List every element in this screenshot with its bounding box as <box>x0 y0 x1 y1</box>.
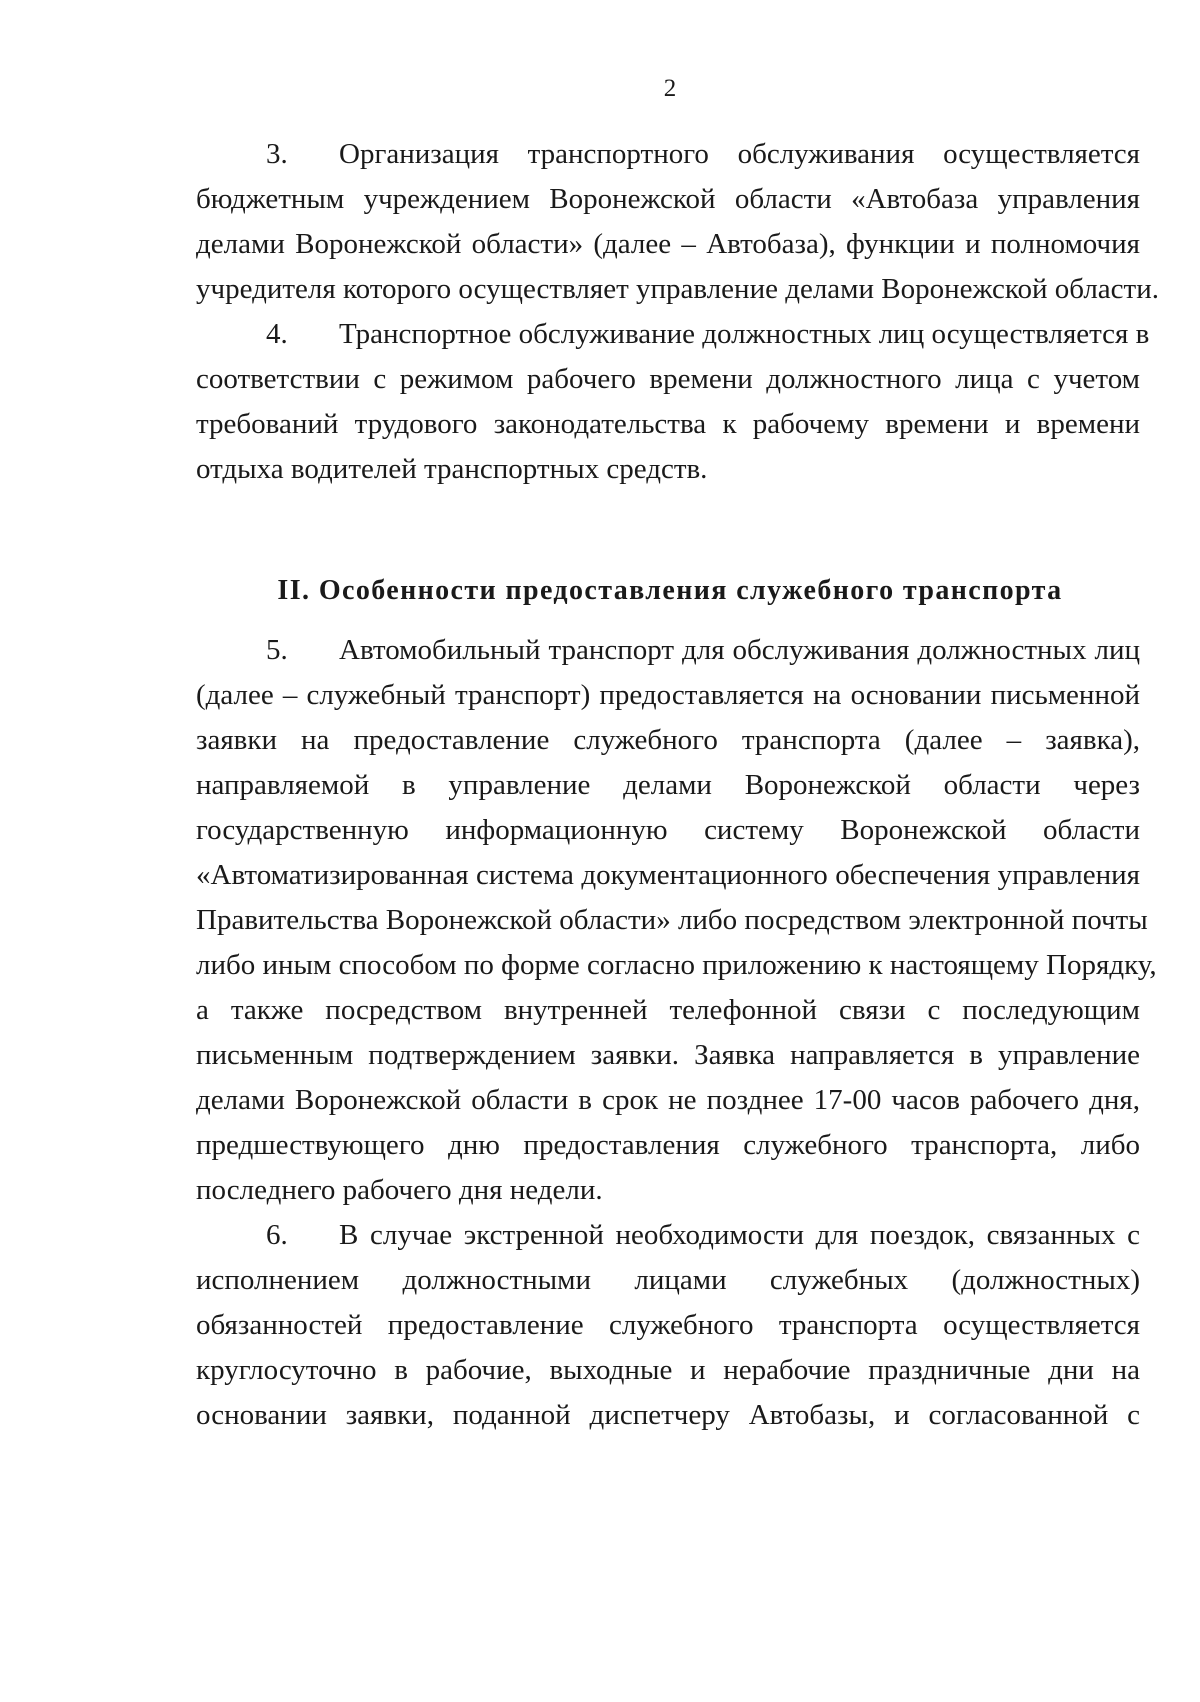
item5-line-7: Правительства Воронежской области» либо посредством электронной почты <box>196 904 1148 936</box>
item4-line-2: соответствии с режимом рабочего времени должностного лица с учетом <box>196 363 1140 395</box>
item5-line-11: делами Воронежской области в срок не позднее 17-00 часов рабочего дня, <box>196 1084 1140 1116</box>
item3-line-2: бюджетным учреждением Воронежской области «Автобаза управления <box>196 183 1140 215</box>
item6-line-1 <box>266 1217 1140 1253</box>
item5-line-8: либо иным способом по форме согласно приложению к настоящему Порядку, <box>196 949 1157 981</box>
item4-number: 4. <box>266 318 288 350</box>
page-number: 2 <box>663 75 677 102</box>
item6-text-1: В случае экстренной необходимости для поездок, связанных с <box>339 1219 1140 1251</box>
item6-line-4: круглосуточно в рабочие, выходные и нерабочие праздничные дни на <box>196 1354 1140 1386</box>
item5-line-6: «Автоматизированная система документационного обеспечения управления <box>196 859 1140 891</box>
section-heading: II. Особенности предоставления служебного транспорта <box>277 575 1063 606</box>
item5-line-3: заявки на предоставление служебного транспорта (далее – заявка), <box>196 724 1140 756</box>
item6-line-2: исполнением должностными лицами служебных (должностных) <box>196 1264 1140 1296</box>
item3-number: 3. <box>266 138 288 170</box>
item5-line-13: последнего рабочего дня недели. <box>196 1174 603 1206</box>
item5-line-9: а также посредством внутренней телефонной связи с последующим <box>196 994 1140 1026</box>
item5-line-2: (далее – служебный транспорт) предоставляется на основании письменной <box>196 679 1140 711</box>
item3-line-1 <box>266 136 1140 172</box>
item5-number: 5. <box>266 634 288 666</box>
item5-text-1: Автомобильный транспорт для обслуживания должностных лиц <box>339 634 1140 666</box>
item3-line-3: делами Воронежской области» (далее – Автобаза), функции и полномочия <box>196 228 1140 260</box>
item4-line-3: требований трудового законодательства к рабочему времени и времени <box>196 408 1140 440</box>
item6-line-3: обязанностей предоставление служебного транспорта осуществляется <box>196 1309 1140 1341</box>
item3-text-1: Организация транспортного обслуживания осуществляется <box>339 138 1140 170</box>
item4-text-1: Транспортное обслуживание должностных лиц осуществляется в <box>339 318 1150 350</box>
item5-line-5: государственную информационную систему Воронежской области <box>196 814 1140 846</box>
item4-line-4: отдыха водителей транспортных средств. <box>196 453 708 485</box>
item5-line-12: предшествующего дню предоставления служебного транспорта, либо <box>196 1129 1140 1161</box>
item5-line-10: письменным подтверждением заявки. Заявка направляется в управление <box>196 1039 1140 1071</box>
item6-number: 6. <box>266 1219 288 1251</box>
item5-line-1 <box>266 632 1140 668</box>
item6-line-5: основании заявки, поданной диспетчеру Автобазы, и согласованной с <box>196 1399 1140 1431</box>
item5-line-4: направляемой в управление делами Воронежской области через <box>196 769 1140 801</box>
item4-line-1 <box>266 316 1150 352</box>
item3-line-4: учредителя которого осуществляет управление делами Воронежской области. <box>196 273 1159 305</box>
